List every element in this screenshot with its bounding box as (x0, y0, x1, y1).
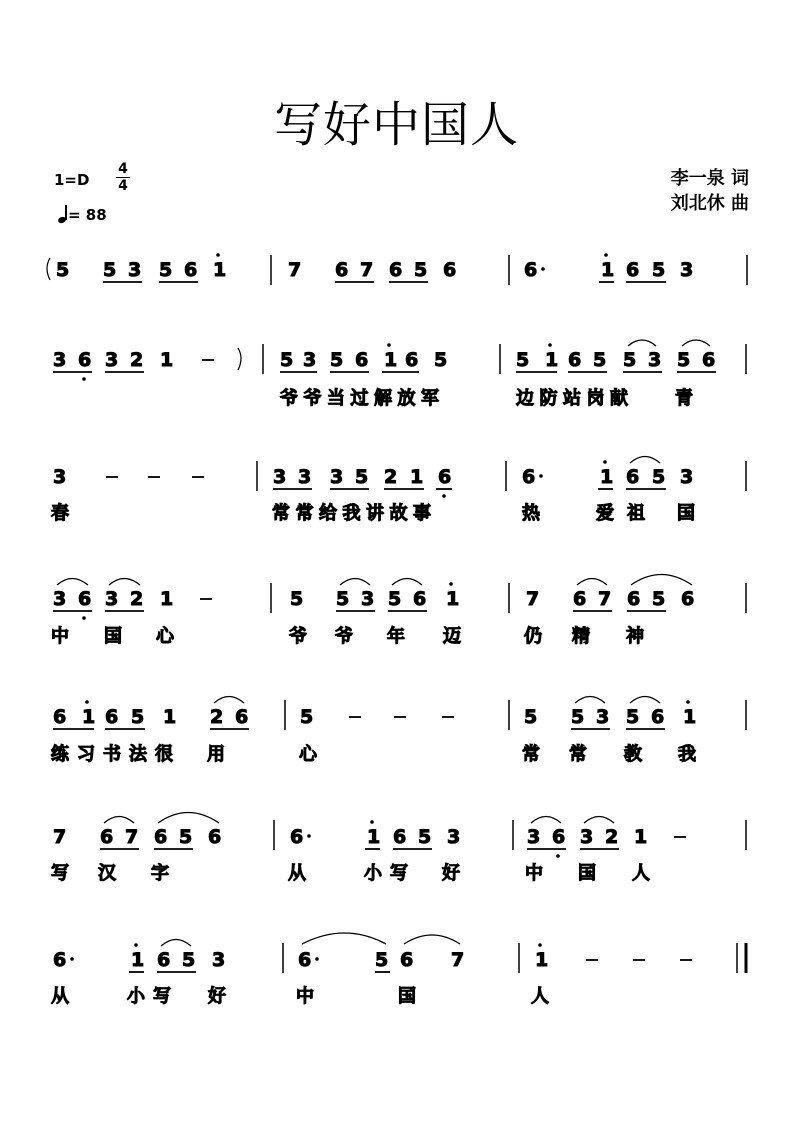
svg-text:国: 国 (398, 986, 416, 1007)
svg-text:6: 6 (413, 588, 427, 610)
svg-text:国: 国 (677, 503, 695, 524)
svg-text:2: 2 (130, 349, 144, 371)
svg-text:3: 3 (53, 588, 67, 610)
svg-text:心: 心 (156, 626, 174, 647)
svg-text:2: 2 (384, 466, 398, 488)
svg-text:5: 5 (375, 949, 389, 971)
svg-text:年: 年 (387, 626, 405, 647)
svg-text:中: 中 (51, 626, 69, 647)
svg-text:6: 6 (681, 588, 695, 610)
svg-text:5: 5 (414, 259, 428, 281)
svg-text:1: 1 (131, 949, 145, 971)
svg-text:5: 5 (626, 706, 640, 728)
svg-text:人: 人 (632, 863, 650, 884)
score-line-2 (53, 340, 746, 409)
time-signature-top: 4 (118, 161, 128, 177)
score-line-3 (51, 457, 746, 525)
svg-text:6: 6 (208, 826, 222, 848)
svg-text:5: 5 (593, 349, 607, 371)
svg-text:写: 写 (51, 863, 69, 884)
svg-text:国: 国 (104, 626, 122, 647)
svg-text:爱祖: 爱祖 (596, 503, 658, 524)
svg-text:我: 我 (678, 744, 696, 765)
svg-text:神: 神 (626, 626, 644, 647)
score-line-5 (51, 697, 746, 766)
svg-text:5: 5 (388, 588, 402, 610)
svg-text:3: 3 (447, 826, 461, 848)
svg-text:3: 3 (361, 588, 375, 610)
svg-text:1: 1 (160, 588, 174, 610)
svg-text:6: 6 (235, 706, 249, 728)
svg-text:3: 3 (580, 826, 594, 848)
svg-text:5: 5 (516, 349, 530, 371)
svg-text:6: 6 (626, 466, 640, 488)
svg-text:1: 1 (634, 826, 648, 848)
svg-text:2: 2 (130, 588, 144, 610)
svg-text:3: 3 (53, 349, 67, 371)
close-paren (238, 348, 241, 370)
svg-text:边防站岗献: 边防站岗献 (516, 388, 634, 409)
svg-text:小写: 小写 (127, 986, 179, 1007)
svg-text:6: 6 (443, 259, 457, 281)
open-paren (47, 258, 50, 280)
svg-text:仍: 仍 (524, 626, 542, 647)
svg-text:6: 6 (298, 949, 312, 971)
svg-text:常: 常 (522, 744, 540, 765)
svg-text:迈: 迈 (443, 626, 461, 647)
svg-text:1: 1 (600, 466, 614, 488)
svg-text:1: 1 (213, 259, 227, 281)
svg-text:从: 从 (288, 863, 306, 884)
svg-text:1: 1 (545, 349, 559, 371)
svg-text:6: 6 (105, 706, 119, 728)
svg-text:5: 5 (131, 706, 145, 728)
svg-text:6: 6 (573, 588, 587, 610)
svg-text:6: 6 (552, 826, 566, 848)
svg-text:5: 5 (652, 466, 666, 488)
svg-text:字: 字 (151, 863, 169, 884)
svg-text:1: 1 (367, 826, 381, 848)
svg-text:3: 3 (680, 259, 694, 281)
svg-text:3: 3 (105, 588, 119, 610)
svg-text:6: 6 (438, 466, 452, 488)
svg-text:6: 6 (393, 826, 407, 848)
time-signature-bottom: 4 (118, 178, 128, 194)
svg-text:7: 7 (526, 588, 540, 610)
svg-text:7: 7 (598, 588, 612, 610)
svg-text:1: 1 (160, 349, 174, 371)
svg-text:3: 3 (128, 259, 142, 281)
svg-text:5: 5 (571, 706, 585, 728)
svg-text:国: 国 (578, 863, 596, 884)
svg-text:7: 7 (451, 949, 465, 971)
svg-text:5: 5 (418, 826, 432, 848)
svg-text:好: 好 (208, 986, 226, 1007)
svg-text:练习书法很: 练习书法很 (51, 744, 181, 765)
svg-text:7: 7 (125, 826, 139, 848)
svg-text:1: 1 (683, 706, 697, 728)
svg-text:小写: 小写 (364, 863, 416, 884)
svg-text:6: 6 (651, 706, 665, 728)
svg-text:3: 3 (648, 349, 662, 371)
svg-text:5: 5 (524, 706, 538, 728)
svg-text:5: 5 (623, 349, 637, 371)
svg-text:6: 6 (702, 349, 716, 371)
svg-text:5: 5 (56, 259, 70, 281)
svg-text:6: 6 (400, 949, 414, 971)
svg-text:5: 5 (103, 259, 117, 281)
key-signature: 1=D (54, 171, 90, 189)
svg-text:5: 5 (300, 706, 314, 728)
lyricist-credit: 李一泉 词 (670, 168, 749, 189)
lyrics-line-2: 爷爷当过解放军 (280, 388, 445, 409)
svg-text:6: 6 (157, 949, 171, 971)
score-line-6 (51, 813, 746, 885)
svg-text:5: 5 (182, 949, 196, 971)
svg-text:常常给我讲故事: 常常给我讲故事 (272, 503, 437, 524)
svg-text:3: 3 (212, 949, 226, 971)
svg-text:1: 1 (535, 949, 549, 971)
svg-text:6: 6 (290, 826, 304, 848)
svg-text:1: 1 (601, 259, 615, 281)
svg-text:好: 好 (442, 863, 460, 884)
svg-text:1: 1 (384, 349, 398, 371)
svg-text:用: 用 (207, 744, 225, 765)
svg-text:3: 3 (53, 466, 67, 488)
score-line-1 (47, 253, 747, 285)
svg-text:3: 3 (596, 706, 610, 728)
svg-text:5: 5 (652, 588, 666, 610)
composer-credit: 刘北休 曲 (670, 193, 749, 214)
svg-text:6: 6 (53, 949, 67, 971)
svg-text:7: 7 (360, 259, 374, 281)
svg-text:青: 青 (675, 388, 693, 409)
svg-text:精: 精 (572, 626, 590, 647)
svg-text:2: 2 (210, 706, 224, 728)
svg-text:常: 常 (569, 744, 587, 765)
svg-text:5: 5 (179, 826, 193, 848)
svg-text:6: 6 (78, 588, 92, 610)
svg-text:春: 春 (51, 503, 69, 524)
svg-text:6: 6 (154, 826, 168, 848)
svg-text:5: 5 (280, 349, 294, 371)
svg-text:6: 6 (355, 349, 369, 371)
svg-text:爷: 爷 (335, 626, 353, 647)
svg-text:中: 中 (525, 863, 543, 884)
svg-text:6: 6 (100, 826, 114, 848)
svg-text:5: 5 (355, 466, 369, 488)
svg-text:3: 3 (105, 349, 119, 371)
svg-text:3: 3 (330, 466, 344, 488)
svg-text:6: 6 (335, 259, 349, 281)
tempo-value: = 88 (68, 206, 107, 224)
svg-text:5: 5 (330, 349, 344, 371)
svg-text:3: 3 (303, 349, 317, 371)
svg-text:6: 6 (405, 349, 419, 371)
svg-text:2: 2 (605, 826, 619, 848)
svg-text:教: 教 (624, 744, 642, 765)
svg-text:6: 6 (522, 466, 536, 488)
score-line-4 (51, 575, 746, 648)
svg-text:爷: 爷 (289, 626, 307, 647)
svg-text:从: 从 (51, 986, 69, 1007)
score-line-7 (51, 933, 746, 1007)
svg-text:6: 6 (626, 259, 640, 281)
svg-text:7: 7 (288, 259, 302, 281)
svg-text:6: 6 (524, 259, 538, 281)
svg-text:5: 5 (677, 349, 691, 371)
svg-text:3: 3 (527, 826, 541, 848)
svg-text:6: 6 (78, 349, 92, 371)
svg-text:1: 1 (82, 706, 96, 728)
svg-text:6: 6 (389, 259, 403, 281)
svg-text:6: 6 (627, 588, 641, 610)
svg-text:6: 6 (53, 706, 67, 728)
svg-text:中: 中 (296, 986, 314, 1007)
svg-text:5: 5 (652, 259, 666, 281)
svg-text:5: 5 (159, 259, 173, 281)
svg-text:6: 6 (568, 349, 582, 371)
svg-text:1: 1 (163, 706, 177, 728)
svg-text:6: 6 (184, 259, 198, 281)
svg-text:心: 心 (299, 744, 317, 765)
svg-text:5: 5 (290, 588, 304, 610)
svg-text:7: 7 (53, 826, 67, 848)
svg-text:汉: 汉 (98, 863, 116, 884)
svg-text:3: 3 (680, 466, 694, 488)
svg-text:5: 5 (434, 349, 448, 371)
svg-text:3: 3 (273, 466, 287, 488)
svg-text:5: 5 (336, 588, 350, 610)
song-title: 写好中国人 (273, 97, 519, 153)
svg-text:1: 1 (446, 588, 460, 610)
svg-text:热: 热 (522, 503, 540, 524)
svg-text:3: 3 (298, 466, 312, 488)
svg-text:1: 1 (410, 466, 424, 488)
svg-text:人: 人 (531, 986, 549, 1007)
